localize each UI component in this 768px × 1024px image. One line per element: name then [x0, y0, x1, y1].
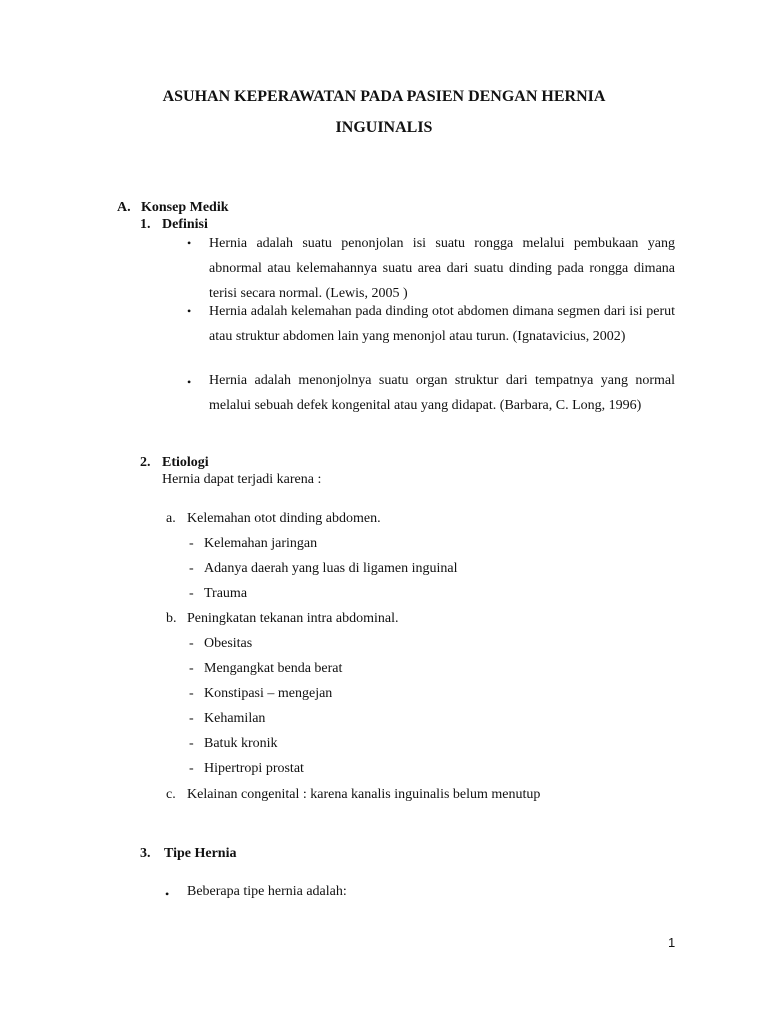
etiologi-a-subitem-1: Kelemahan jaringan [204, 536, 318, 551]
dash-icon: - [189, 736, 194, 751]
etiologi-b-subitem-2: Mengangkat benda berat [204, 661, 343, 676]
definisi-bullet-1: Hernia adalah suatu penonjolan isi suatu rongga melalui pembukaan yang abnormal atau kelemahannya suatu area dari suatu dinding pada rongga dimana terisi secara normal. (Lewis, 2005 ) [209, 236, 675, 301]
document-title-line-1: ASUHAN KEPERAWATAN PADA PASIEN DENGAN HERNIA [162, 88, 606, 105]
etiologi-b-subitem-1: Obesitas [204, 636, 253, 651]
tipe-marker: 3. [140, 846, 151, 861]
etiologi-b-subitem-3: Konstipasi – mengejan [204, 686, 333, 701]
dash-icon: - [189, 561, 194, 576]
etiologi-item-a-text: Kelemahan otot dinding abdomen. [187, 511, 381, 526]
definisi-marker: 1. [140, 217, 151, 232]
bullet-icon: • [187, 236, 192, 250]
bullet-icon: • [187, 304, 192, 318]
etiologi-item-c-marker: c. [166, 787, 176, 802]
etiologi-b-subitem-4: Kehamilan [204, 711, 266, 726]
tipe-bullet-1: Beberapa tipe hernia adalah: [187, 884, 347, 899]
etiologi-item-b-text: Peningkatan tekanan intra abdominal. [187, 611, 399, 626]
section-a-heading: Konsep Medik [141, 200, 229, 215]
bullet-icon: • [187, 375, 192, 389]
etiologi-b-subitem-6: Hipertropi prostat [204, 761, 304, 776]
dash-icon: - [189, 636, 194, 651]
bullet-icon: • [165, 887, 170, 901]
definisi-bullet-3: Hernia adalah menonjolnya suatu organ struktur dari tempatnya yang normal melalui sebuah defek kongenital atau yang didapat. (Barbara, C. Long, 1996) [209, 373, 675, 413]
dash-icon: - [189, 711, 194, 726]
dash-icon: - [189, 761, 194, 776]
dash-icon: - [189, 661, 194, 676]
etiologi-item-a-marker: a. [166, 511, 176, 526]
section-a-marker: A. [117, 200, 131, 215]
definisi-bullet-2: Hernia adalah kelemahan pada dinding otot abdomen dimana segmen dari isi perut atau struktur abdomen lain yang menonjol atau turun. (Ignatavicius, 2002) [209, 304, 675, 344]
etiologi-a-subitem-2: Adanya daerah yang luas di ligamen inguinal [204, 561, 458, 576]
etiologi-marker: 2. [140, 455, 151, 470]
etiologi-item-b-marker: b. [166, 611, 177, 626]
etiologi-intro: Hernia dapat terjadi karena : [162, 472, 322, 487]
page-number: 1 [668, 935, 676, 950]
dash-icon: - [189, 686, 194, 701]
dash-icon: - [189, 586, 194, 601]
tipe-heading: Tipe Hernia [164, 846, 237, 861]
etiologi-b-subitem-5: Batuk kronik [204, 736, 278, 751]
etiologi-heading: Etiologi [162, 455, 209, 470]
dash-icon: - [189, 536, 194, 551]
definisi-heading: Definisi [162, 217, 208, 232]
etiologi-a-subitem-3: Trauma [204, 586, 248, 601]
etiologi-item-c-text: Kelainan congenital : karena kanalis inguinalis belum menutup [187, 787, 541, 802]
document-title-line-2: INGUINALIS [335, 119, 433, 136]
